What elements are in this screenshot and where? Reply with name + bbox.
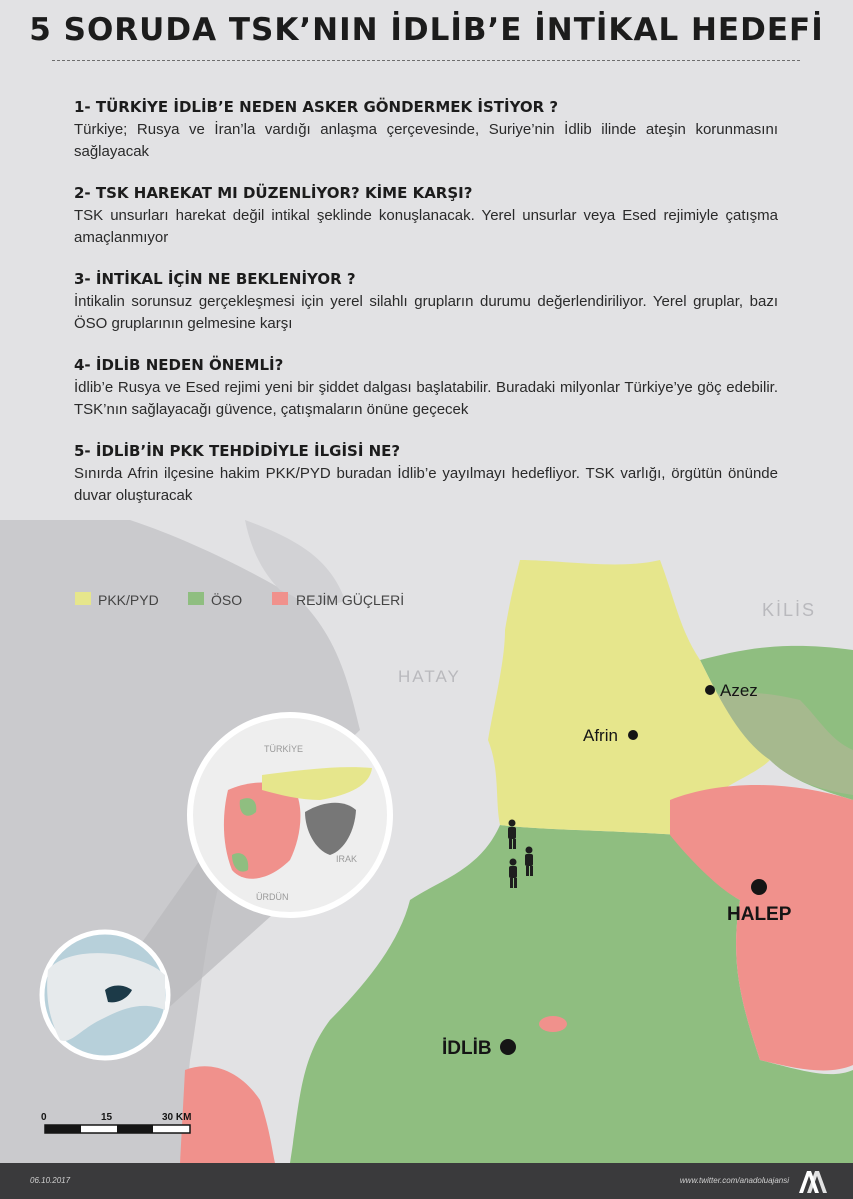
question-2-heading: 2- TSK HAREKAT MI DÜZENLİYOR? KİME KARŞI? — [74, 184, 473, 202]
question-5 — [74, 442, 778, 507]
hatay-label: HATAY — [398, 667, 461, 686]
halep-dot — [751, 879, 767, 895]
legend-swatch-regime — [272, 592, 288, 605]
afrin-label: Afrin — [583, 726, 618, 745]
scale-label-30: 30 KM — [162, 1112, 192, 1123]
inset-label-turkey: TÜRKİYE — [264, 744, 304, 754]
legend-label-pkk: PKK/PYD — [98, 592, 159, 608]
question-3 — [74, 270, 778, 335]
legend-swatch-pkk — [75, 592, 91, 605]
halep-label: HALEP — [727, 904, 792, 925]
kilis-label: KİLİS — [762, 600, 817, 620]
question-4-answer: İdlib’e Rusya ve Esed rejimi yeni bir şiddet dalgası başlatabilir. Buradaki milyonlar Türkiye’ye göç edebilir. TSK’nın sağlayacağı güvence, çatışmaların önüne geçecek — [74, 379, 778, 418]
idlib-dot — [500, 1039, 516, 1055]
regime-pocket — [539, 1016, 567, 1032]
question-1-heading: 1- TÜRKİYE İDLİB’E NEDEN ASKER GÖNDERMEK İSTİYOR ? — [74, 98, 559, 116]
footer-date: 06.10.2017 — [30, 1176, 71, 1185]
anadolu-logo-icon — [797, 1167, 827, 1195]
scale-label-0: 0 — [41, 1112, 47, 1123]
legend-label-oso: ÖSO — [211, 592, 243, 608]
inset-label-jordan: ÜRDÜN — [256, 892, 289, 902]
scale-label-15: 15 — [101, 1112, 113, 1123]
regime-area-southwest — [180, 1066, 275, 1163]
legend-swatch-oso — [188, 592, 204, 605]
question-5-answer: Sınırda Afrin ilçesine hakim PKK/PYD buradan İdlib’e yayılmayı hedefliyor. TSK varlığı, örgütün önünde duvar oluşturacak — [74, 465, 778, 504]
question-4-heading: 4- İDLİB NEDEN ÖNEMLİ? — [74, 356, 284, 374]
question-2 — [74, 184, 778, 249]
idlib-label: İDLİB — [442, 1038, 492, 1059]
inset-label-iraq: IRAK — [336, 854, 358, 864]
page-title: 5 SORUDA TSK’NIN İDLİB’E İNTİKAL HEDEFİ — [29, 12, 824, 48]
question-1 — [74, 98, 778, 163]
azez-dot — [705, 685, 715, 695]
azez-label: Azez — [720, 681, 758, 700]
question-3-answer: İntikalin sorunsuz gerçekleşmesi için yerel silahlı grupların durumu değerlendiriliyor. Yerel gruplar, bazı ÖSO gruplarının gelmesine karşı — [74, 293, 778, 332]
question-2-answer: TSK unsurları harekat değil intikal şeklinde konuşlanacak. Yerel unsurlar veya Esed rejimiyle çatışma amaçlanmıyor — [74, 207, 778, 246]
title-divider — [52, 60, 800, 61]
footer-url[interactable]: www.twitter.com/anadoluajansi — [679, 1176, 789, 1185]
question-3-heading: 3- İNTİKAL İÇİN NE BEKLENİYOR ? — [74, 270, 356, 288]
footer-bar — [0, 1163, 853, 1199]
afrin-dot — [628, 730, 638, 740]
question-4 — [74, 356, 778, 421]
question-1-answer: Türkiye; Rusya ve İran’la vardığı anlaşma çerçevesinde, Suriye’nin İdlib ilinde ateşin korunmasını sağlayacak — [74, 121, 778, 160]
question-5-heading: 5- İDLİB’İN PKK TEHDİDİYLE İLGİSİ NE? — [74, 442, 401, 460]
legend-label-regime: REJİM GÜÇLERİ — [296, 592, 405, 608]
